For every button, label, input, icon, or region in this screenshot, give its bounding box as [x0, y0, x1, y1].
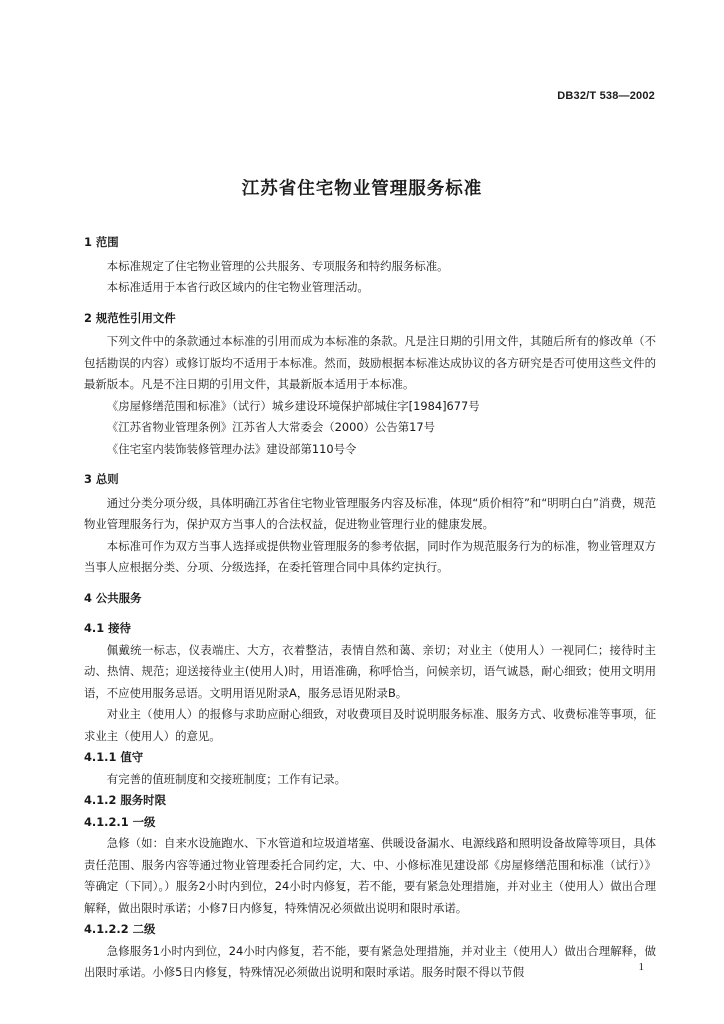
- paragraph: 本标准适用于本省行政区域内的住宅物业管理活动。: [106, 280, 369, 294]
- section-heading-normative-references: 2 规范性引用文件: [84, 310, 176, 325]
- section-heading-general: 3 总则: [84, 472, 119, 486]
- page-number: 1: [638, 961, 644, 973]
- standard-code: DB32/T 538—2002: [557, 90, 655, 102]
- subsection-heading-level-one: 4.1.2.1 一级: [84, 814, 156, 829]
- paragraph: 急修（如：自来水设施跑水、下水管道和垃圾道堵塞、供暖设备漏水、电源线路和照明设备故障等项目，具体责任范围、服务内容等通过物业管理委托合同约定，大、中、小修标准见建设部《房屋修缮范围和标准（试行）》等确定（下同）。）服务2小时内到位，24小时内修复，若不能，要有紧急处理措施，并对业主（使用人）做出合理解释，做出限时承诺；小修7日内修复，特殊情况必须做出说明和限时承诺。: [84, 836, 656, 915]
- section-heading-public-services: 4 公共服务: [84, 590, 142, 605]
- section-heading-scope: 1 范围: [84, 235, 119, 249]
- subsection-heading-level-two: 4.1.2.2 二级: [84, 922, 156, 936]
- paragraph: 通过分类分项分级，具体明确江苏省住宅物业管理服务内容及标准，体现“质价相符”和“明明白白”消费，规范物业管理服务行为，保护双方当事人的合法权益，促进物业管理行业的健康发展。: [84, 495, 656, 531]
- paragraph: 有完善的值班制度和交接班制度；工作有记录。: [106, 771, 347, 786]
- reference-item: 《住宅室内装饰装修管理办法》建设部第110号令: [106, 441, 357, 456]
- paragraph: 佩戴统一标志，仪表端庄、大方，衣着整洁，表情自然和蔼、亲切；对业主（使用人）一视同仁；接待时主动、热情、规范；迎送接待业主(使用人)时，用语准确，称呼恰当，问候亲切，语气诚恳，耐心细致；使用文明用语，不应使用服务忌语。文明用语见附录A，服务忌语见附录B。: [84, 642, 656, 700]
- reference-item: 《江苏省物业管理条例》江苏省人大常委会（2000）公告第17号: [106, 420, 436, 434]
- paragraph: 对业主（使用人）的报修与求助应耐心细致，对收费项目及时说明服务标准、服务方式、收费标准等事项，征求业主（使用人）的意见。: [84, 707, 656, 743]
- document-body: [84, 232, 656, 984]
- paragraph: 本标准规定了住宅物业管理的公共服务、专项服务和特约服务标准。: [106, 258, 449, 273]
- reference-item: 《房屋修缮范围和标准》（试行）城乡建设环境保护部城住字[1984]677号: [106, 398, 480, 413]
- paragraph: 下列文件中的条款通过本标准的引用而成为本标准的条款。凡是注日期的引用文件，其随后所有的修改单（不包括勘误的内容）或修订版均不适用于本标准。然而，鼓励根据本标准达成协议的各方研究是否可使用这些文件的最新版本。凡是不注日期的引用文件，其最新版本适用于本标准。: [84, 334, 656, 391]
- document-title: 江苏省住宅物业管理服务标准: [241, 179, 483, 199]
- paragraph: 急修服务1小时内到位，24小时内修复，若不能，要有紧急处理措施，并对业主（使用人）做出合理解释，做出限时承诺。小修5日内修复，特殊情况必须做出说明和限时承诺。服务时限不得以节假: [84, 943, 656, 979]
- paragraph: 本标准可作为双方当事人选择或提供物业管理服务的参考依据，同时作为规范服务行为的标准，物业管理双方当事人应根据分类、分项、分级选择，在委托管理合同中具体约定执行。: [84, 538, 656, 574]
- subsection-heading-reception: 4.1 接待: [84, 621, 131, 635]
- subsection-heading-service-time-limit: 4.1.2 服务时限: [84, 793, 166, 807]
- subsection-heading-duty: 4.1.1 值守: [84, 750, 144, 764]
